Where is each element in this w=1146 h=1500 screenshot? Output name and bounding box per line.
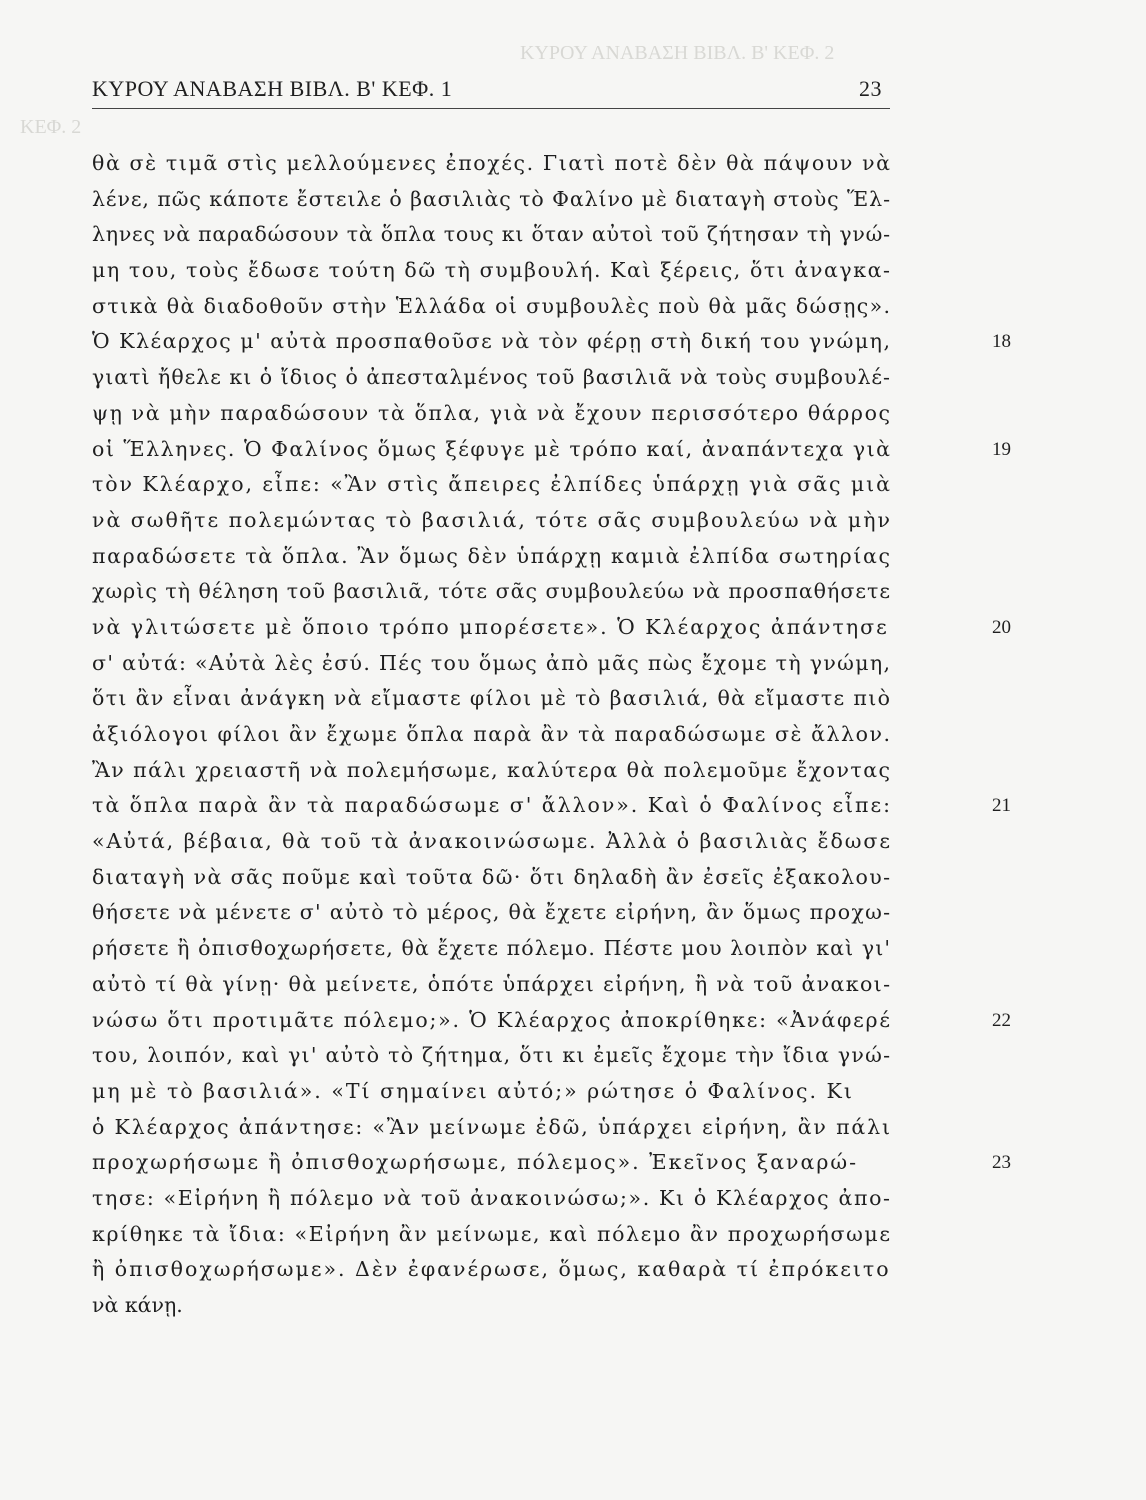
text-line — [92, 289, 902, 325]
text-line-content: νώσω ὅτι προτιμᾶτε πόλεμο;». Ὁ Κλέαρχος ἀποκρίθηκε: «Ἀνάφερέ — [92, 1007, 892, 1032]
text-line-content: χωρὶς τὴ θέληση τοῦ βασιλιᾶ, τότε σᾶς συμβουλεύω νὰ προσπαθήσετε — [92, 579, 892, 604]
text-line-content: Ὁ Κλέαρχος μ' αὐτὰ προσπαθοῦσε νὰ τὸν φέρῃ στὴ δική του γνώμη, — [92, 329, 892, 354]
text-line — [92, 610, 1011, 646]
text-line — [92, 1217, 902, 1253]
text-line-content: ρήσετε ἢ ὀπισθοχωρήσετε, θὰ ἔχετε πόλεμο. Πέστε μου λοιπὸν καὶ γι' — [92, 936, 892, 961]
text-line — [92, 753, 902, 789]
text-line-content: λένε, πῶς κάποτε ἔστειλε ὁ βασιλιὰς τὸ Φαλίνο μὲ διαταγὴ στοὺς Ἕλ- — [92, 186, 891, 211]
text-line — [92, 1145, 1011, 1181]
text-line — [92, 253, 902, 289]
text-line — [92, 717, 902, 753]
text-line-content: τὸν Κλέαρχο, εἶπε: «Ἂν στὶς ἄπειρες ἐλπίδες ὑπάρχῃ γιὰ σᾶς μιὰ — [92, 472, 892, 497]
header-rule — [92, 108, 890, 109]
section-number: 21 — [992, 795, 1011, 817]
text-line — [92, 503, 902, 539]
text-line-content: ληνες νὰ παραδώσουν τὰ ὅπλα τους κι ὅταν αὐτοὶ τοῦ ζήτησαν τὴ γνώ- — [92, 222, 891, 247]
text-line — [92, 1003, 1011, 1039]
text-line-content: θήσετε νὰ μένετε σ' αὐτὸ τὸ μέρος, θὰ ἔχετε εἰρήνη, ἂν ὅμως προχω- — [92, 900, 892, 925]
text-line — [92, 967, 902, 1003]
text-line-content: τησε: «Εἰρήνη ἢ πόλεμο νὰ τοῦ ἀνακοινώσω;». Κι ὁ Κλέαρχος ἀπο- — [92, 1185, 892, 1210]
text-line — [92, 324, 1011, 360]
text-line — [92, 432, 1011, 468]
text-line-content: κρίθηκε τὰ ἴδια: «Εἰρήνη ἂν μείνωμε, καὶ πόλεμο ἂν προχωρήσωμε — [92, 1221, 892, 1246]
text-line — [92, 1110, 902, 1146]
text-line — [92, 788, 1011, 824]
text-line-content: μη του, τοὺς ἔδωσε τούτη δῶ τὴ συμβουλή. Καὶ ξέρεις, ὅτι ἀναγκα- — [92, 258, 892, 283]
text-line-content: νὰ γλιτώσετε μὲ ὅποιο τρόπο μπορέσετε». Ὁ Κλέαρχος ἀπάντησε — [92, 614, 889, 639]
text-line-content: τὰ ὅπλα παρὰ ἂν τὰ παραδώσωμε σ' ἄλλον». Καὶ ὁ Φαλίνος εἶπε: — [92, 793, 892, 818]
text-line-content: παραδώσετε τὰ ὅπλα. Ἂν ὅμως δὲν ὑπάρχῃ καμιὰ ἐλπίδα σωτηρίας — [92, 543, 892, 568]
text-line-content: ὁ Κλέαρχος ἀπάντησε: «Ἂν μείνωμε ἐδῶ, ὑπάρχει εἰρήνη, ἂν πάλι — [92, 1114, 892, 1139]
text-line-content: ὅτι ἂν εἶναι ἀνάγκη νὰ εἴμαστε φίλοι μὲ τὸ βασιλιά, θὰ εἴμαστε πιὸ — [92, 686, 892, 711]
text-line — [92, 146, 902, 182]
running-head: ΚΥΡΟΥ ΑΝΑΒΑΣΗ ΒΙΒΛ. Β' ΚΕΦ. 1 — [92, 76, 453, 101]
text-line — [92, 860, 902, 896]
text-line-content: στικὰ θὰ διαδοθοῦν στὴν Ἑλλάδα οἱ συμβουλὲς ποὺ θὰ μᾶς δώσῃς». — [92, 293, 892, 318]
text-line-content: θὰ σὲ τιμᾶ στὶς μελλούμενες ἐποχές. Γιατὶ ποτὲ δὲν θὰ πάψουν νὰ — [92, 151, 892, 175]
body-text — [92, 146, 1011, 1324]
text-line — [92, 1074, 902, 1110]
text-line-content: γιατὶ ἤθελε κι ὁ ἴδιος ὁ ἀπεσταλμένος τοῦ βασιλιᾶ νὰ τοὺς συμβουλέ- — [92, 365, 891, 390]
text-line-content: ἢ ὀπισθοχωρήσωμε». Δὲν ἐφανέρωσε, ὅμως, καθαρὰ τί ἐπρόκειτο — [92, 1257, 891, 1282]
text-line-content: του, λοιπόν, καὶ γι' αὐτὸ τὸ ζήτημα, ὅτι κι ἐμεῖς ἔχομε τὴν ἴδια γνώ- — [92, 1043, 892, 1068]
bleed-through-header: ΚΥΡΟΥ ΑΝΑΒΑΣΗ ΒΙΒΛ. Β' ΚΕΦ. 2 — [520, 42, 835, 64]
text-line — [92, 1288, 902, 1324]
text-line — [92, 1038, 902, 1074]
text-line-content: οἱ Ἕλληνες. Ὁ Φαλίνος ὅμως ξέφυγε μὲ τρόπο καί, ἀναπάντεχα γιὰ — [92, 436, 892, 461]
section-number: 18 — [992, 331, 1011, 353]
text-line-content: ἀξιόλογοι φίλοι ἂν ἔχωμε ὅπλα παρὰ ἂν τὰ παραδώσωμε σὲ ἄλλον. — [92, 722, 892, 746]
text-line — [92, 574, 902, 610]
section-number: 20 — [992, 616, 1011, 638]
text-line-content: «Αὐτά, βέβαια, θὰ τοῦ τὰ ἀνακοινώσωμε. Ἀλλὰ ὁ βασιλιὰς ἔδωσε — [92, 829, 892, 854]
text-line-content: διαταγὴ νὰ σᾶς ποῦμε καὶ τοῦτα δῶ· ὅτι δηλαδὴ ἂν ἐσεῖς ἐξακολου- — [92, 864, 892, 889]
text-line-content: μη μὲ τὸ βασιλιά». «Τί σημαίνει αὐτό;» ρώτησε ὁ Φαλίνος. Κι — [92, 1078, 854, 1103]
text-line-content: αὐτὸ τί θὰ γίνῃ· θὰ μείνετε, ὁπότε ὑπάρχει εἰρήνη, ἢ νὰ τοῦ ἀνακοι- — [92, 971, 892, 996]
text-line — [92, 681, 902, 717]
text-line-content: Ἂν πάλι χρειαστῆ νὰ πολεμήσωμε, καλύτερα θὰ πολεμοῦμε ἔχοντας — [92, 757, 892, 782]
text-line — [92, 1252, 902, 1288]
text-line — [92, 646, 902, 682]
page-header — [92, 74, 890, 106]
section-number: 19 — [992, 438, 1011, 460]
text-line-content: νὰ κάνῃ. — [92, 1293, 183, 1317]
text-line — [92, 539, 902, 575]
text-line — [92, 396, 902, 432]
text-line — [92, 360, 902, 396]
bleed-through-chapter: ΚΕΦ. 2 — [20, 116, 82, 138]
text-line-content: νὰ σωθῆτε πολεμώντας τὸ βασιλιά, τότε σᾶς συμβουλεύω νὰ μὴν — [92, 507, 892, 532]
text-line — [92, 931, 902, 967]
text-line — [92, 467, 902, 503]
section-number: 23 — [992, 1152, 1011, 1174]
text-line — [92, 182, 902, 218]
text-line — [92, 895, 902, 931]
section-number: 22 — [992, 1009, 1011, 1031]
text-line-content: σ' αὐτά: «Αὐτὰ λὲς ἐσύ. Πές του ὅμως ἀπὸ μᾶς πὼς ἔχομε τὴ γνώμη, — [92, 650, 892, 675]
text-line — [92, 824, 902, 860]
text-line — [92, 217, 902, 253]
page-number: 23 — [859, 76, 882, 101]
text-line-content: προχωρήσωμε ἢ ὀπισθοχωρήσωμε, πόλεμος». Ἐκεῖνος ξαναρώ- — [92, 1150, 859, 1175]
text-line-content: ψῃ νὰ μὴν παραδώσουν τὰ ὅπλα, γιὰ νὰ ἔχουν περισσότερο θάρρος — [92, 400, 892, 425]
text-line — [92, 1181, 902, 1217]
